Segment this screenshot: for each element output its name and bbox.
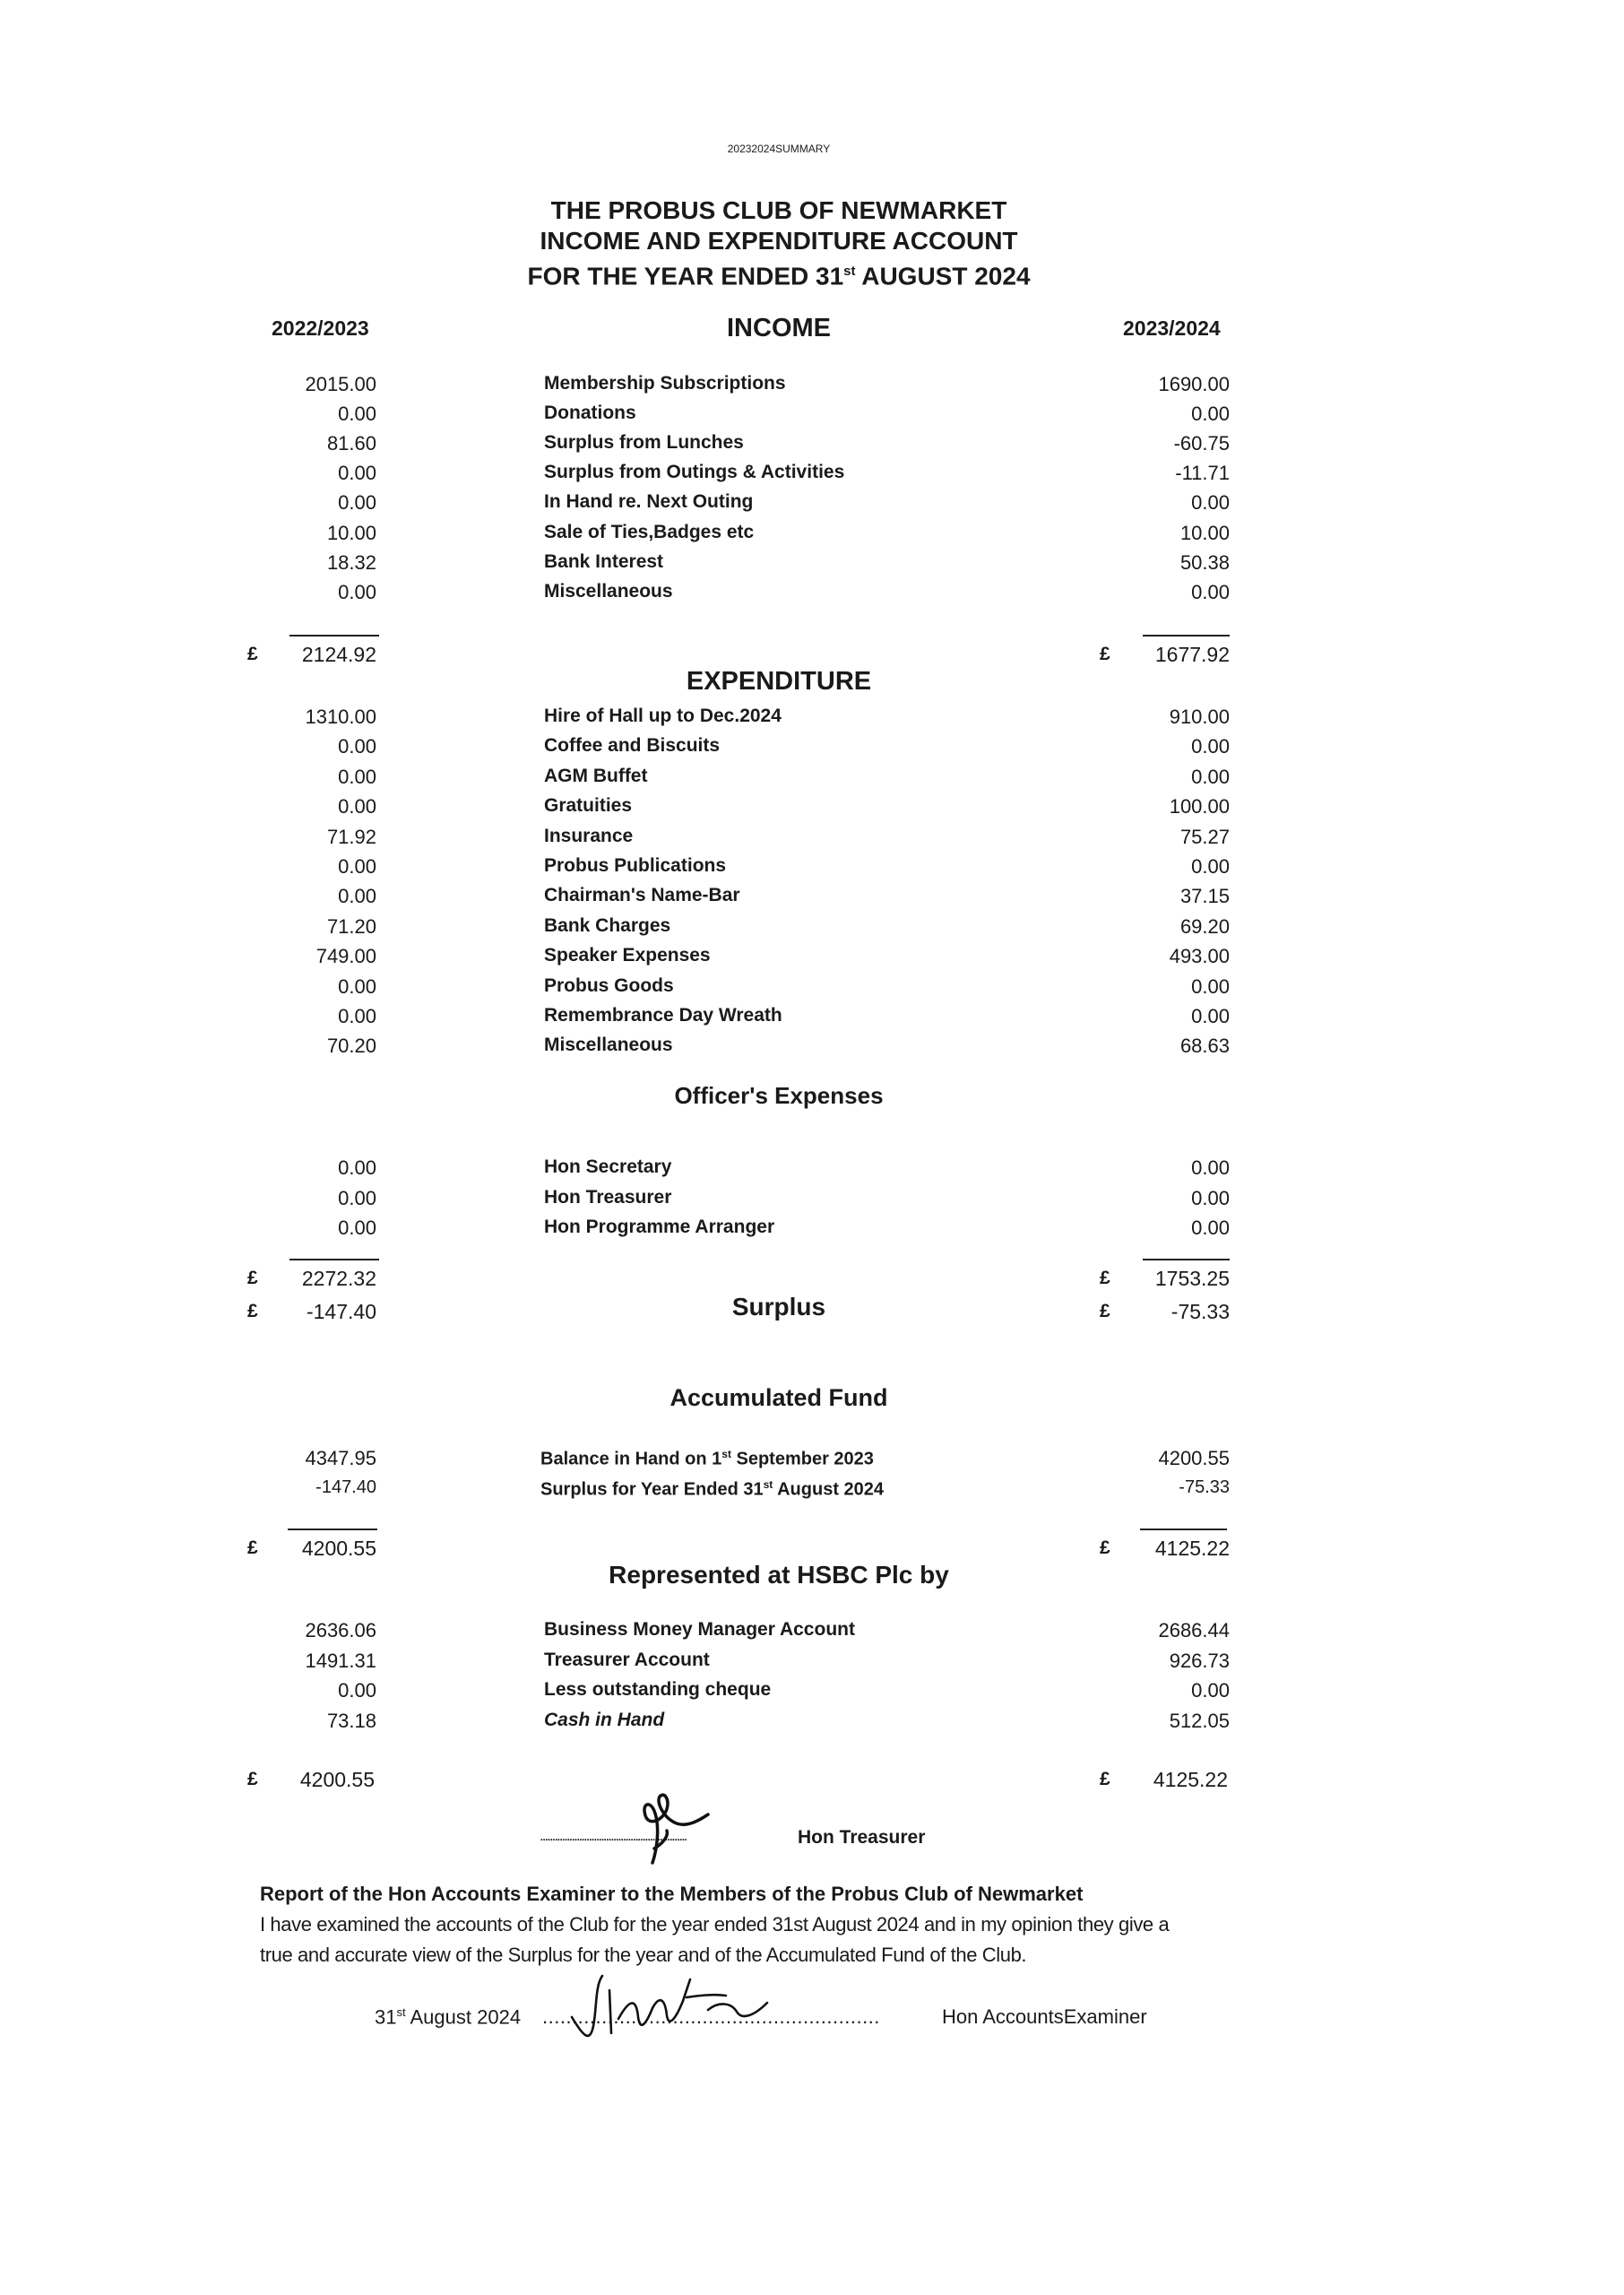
- currency-symbol: £: [1100, 1769, 1110, 1789]
- income-heading: INCOME: [727, 314, 831, 342]
- expenditure-row-curr-value: 493.00: [1169, 945, 1230, 968]
- expenditure-row-label: Probus Goods: [544, 974, 674, 996]
- officers-row-curr-value: 0.00: [1191, 1186, 1230, 1209]
- income-row-label: Membership Subscriptions: [544, 373, 786, 394]
- accumulated-balance-label: Balance in Hand on 1st September 2023: [540, 1448, 874, 1469]
- column-header-curr: 2023/2024: [1123, 316, 1221, 340]
- officers-row-prev-value: 0.00: [338, 1217, 376, 1239]
- officers-row-prev-value: 0.00: [338, 1186, 376, 1209]
- report-title: Report of the Hon Accounts Examiner to the Members of the Probus Club of Newmarket: [260, 1883, 1084, 1905]
- expenditure-row-curr-value: 910.00: [1169, 706, 1230, 728]
- income-row-prev-value: 2015.00: [305, 373, 376, 395]
- accumulated-total-prev: 4200.55: [301, 1537, 376, 1560]
- expenditure-row-label: Coffee and Biscuits: [544, 735, 721, 757]
- report-date: 31st August 2024: [375, 2005, 522, 2029]
- income-row-prev-value: 18.32: [326, 550, 376, 574]
- hsbc-row-curr-value: 2686.44: [1158, 1619, 1230, 1641]
- income-row-label: Sale of Ties,Badges etc: [544, 521, 755, 542]
- income-row-curr-value: 50.38: [1179, 550, 1230, 574]
- document-code: 20232024SUMMARY: [727, 143, 831, 155]
- income-row-prev-value: 0.00: [338, 491, 376, 515]
- officers-row-prev-value: 0.00: [338, 1156, 376, 1179]
- expenditure-underline-prev: [289, 1259, 379, 1260]
- currency-symbol: £: [1100, 644, 1110, 664]
- currency-symbol: £: [1100, 1268, 1110, 1288]
- hsbc-row-prev-value: 73.18: [326, 1709, 376, 1732]
- income-row-label: Surplus from Outings & Activities: [544, 462, 845, 483]
- expenditure-row-curr-value: 100.00: [1169, 795, 1230, 818]
- income-row-curr-value: 10.00: [1179, 521, 1230, 544]
- expenditure-row-curr-value: 0.00: [1191, 735, 1230, 758]
- expenditure-underline-curr: [1143, 1259, 1230, 1260]
- income-row-prev-value: 0.00: [338, 403, 376, 426]
- currency-symbol: £: [247, 1268, 258, 1288]
- expenditure-row-prev-value: 1310.00: [305, 706, 376, 728]
- examiner-signature-dots: .........................................................: [542, 2005, 880, 2028]
- officers-row-curr-value: 0.00: [1191, 1217, 1230, 1239]
- currency-symbol: £: [247, 1769, 258, 1789]
- expenditure-row-curr-value: 69.20: [1179, 914, 1230, 938]
- expenditure-row-curr-value: 0.00: [1191, 855, 1230, 878]
- income-total-curr: 1677.92: [1154, 643, 1230, 666]
- income-row-curr-value: 0.00: [1191, 491, 1230, 515]
- hsbc-row-curr-value: 926.73: [1169, 1649, 1230, 1672]
- hsbc-row-curr-value: 0.00: [1191, 1679, 1230, 1702]
- income-row-label: Bank Interest: [544, 550, 664, 572]
- currency-symbol: £: [247, 644, 258, 664]
- expenditure-row-prev-value: 749.00: [315, 945, 376, 968]
- report-line-2: true and accurate view of the Surplus for the year and of the Accumulated Fund of the Club.: [260, 1944, 1027, 1966]
- expenditure-row-prev-value: 0.00: [338, 885, 376, 908]
- expenditure-row-curr-value: 37.15: [1179, 885, 1230, 908]
- title-period: FOR THE YEAR ENDED 31st AUGUST 2024: [527, 262, 1031, 290]
- expenditure-row-prev-value: 0.00: [338, 765, 376, 788]
- expenditure-row-label: Hire of Hall up to Dec.2024: [544, 706, 782, 726]
- officers-row-label: Hon Treasurer: [544, 1186, 672, 1208]
- hsbc-total-curr: 4125.22: [1153, 1768, 1228, 1791]
- hsbc-row-curr-value: 512.05: [1169, 1709, 1230, 1732]
- hsbc-row-label: Business Money Manager Account: [544, 1619, 855, 1640]
- income-row-curr-value: -11.71: [1175, 462, 1230, 485]
- officers-heading: Officer's Expenses: [674, 1082, 884, 1109]
- expenditure-row-prev-value: 0.00: [338, 1005, 376, 1027]
- income-row-curr-value: 1690.00: [1158, 373, 1230, 395]
- expenditure-row-label: Bank Charges: [544, 914, 671, 936]
- expenditure-row-prev-value: 71.92: [326, 825, 376, 848]
- expenditure-heading: EXPENDITURE: [686, 667, 872, 696]
- expenditure-row-curr-value: 0.00: [1191, 765, 1230, 788]
- expenditure-row-prev-value: 71.20: [326, 914, 376, 938]
- hsbc-row-label: Less outstanding cheque: [544, 1679, 772, 1700]
- income-underline-curr: [1143, 635, 1230, 637]
- income-row-curr-value: -60.75: [1173, 432, 1230, 455]
- accumulated-surplus-label: Surplus for Year Ended 31st August 2024: [540, 1478, 885, 1500]
- expenditure-row-label: Chairman's Name-Bar: [544, 885, 740, 906]
- surplus-curr: -75.33: [1170, 1300, 1230, 1323]
- expenditure-row-prev-value: 0.00: [338, 795, 376, 818]
- surplus-prev: -147.40: [306, 1300, 376, 1323]
- expenditure-row-label: Gratuities: [544, 795, 633, 817]
- expenditure-row-curr-value: 68.63: [1179, 1035, 1230, 1058]
- income-row-label: Surplus from Lunches: [544, 432, 744, 454]
- expenditure-row-prev-value: 0.00: [338, 855, 376, 878]
- currency-symbol: £: [1100, 1537, 1110, 1558]
- hsbc-row-prev-value: 2636.06: [305, 1619, 376, 1641]
- column-header-prev: 2022/2023: [272, 316, 369, 340]
- examiner-signature: [556, 1963, 842, 2048]
- income-row-prev-value: 10.00: [326, 521, 376, 544]
- expenditure-row-prev-value: 70.20: [326, 1035, 376, 1058]
- income-row-label: Miscellaneous: [544, 580, 673, 602]
- accumulated-balance-curr: 4200.55: [1158, 1447, 1230, 1469]
- accumulated-balance-prev: 4347.95: [305, 1447, 376, 1469]
- expenditure-row-label: Insurance: [544, 825, 634, 846]
- expenditure-row-label: AGM Buffet: [544, 765, 648, 786]
- examiner-role: Hon AccountsExaminer: [942, 2005, 1147, 2028]
- officers-row-label: Hon Secretary: [544, 1156, 672, 1177]
- currency-symbol: £: [1100, 1301, 1110, 1321]
- hsbc-row-label: Treasurer Account: [544, 1649, 710, 1670]
- expenditure-row-label: Probus Publications: [544, 855, 727, 876]
- expenditure-row-curr-value: 0.00: [1191, 1005, 1230, 1027]
- income-row-prev-value: 0.00: [338, 580, 376, 603]
- expenditure-row-prev-value: 0.00: [338, 974, 376, 998]
- expenditure-total-prev: 2272.32: [301, 1267, 376, 1290]
- hsbc-total-prev: 4200.55: [299, 1768, 375, 1791]
- officers-row-curr-value: 0.00: [1191, 1156, 1230, 1179]
- currency-symbol: £: [247, 1537, 258, 1558]
- treasurer-signature-dots: ............................................................: [540, 1827, 687, 1844]
- hsbc-row-prev-value: 0.00: [338, 1679, 376, 1702]
- expenditure-row-label: Miscellaneous: [544, 1035, 673, 1056]
- expenditure-total-curr: 1753.25: [1154, 1267, 1230, 1290]
- accumulated-surplus-prev: -147.40: [315, 1477, 376, 1497]
- income-total-prev: 2124.92: [301, 643, 376, 666]
- accumulated-underline-prev: [288, 1529, 377, 1530]
- accumulated-heading: Accumulated Fund: [669, 1384, 888, 1411]
- expenditure-row-label: Speaker Expenses: [544, 945, 711, 966]
- treasurer-signature: [627, 1784, 735, 1869]
- expenditure-row-label: Remembrance Day Wreath: [544, 1005, 782, 1026]
- expenditure-row-curr-value: 75.27: [1179, 825, 1230, 848]
- hsbc-row-label: Cash in Hand: [544, 1709, 665, 1730]
- report-line-1: I have examined the accounts of the Club for the year ended 31st August 2024 and in my opinion they give a: [260, 1913, 1170, 1936]
- accumulated-underline-curr: [1140, 1529, 1227, 1530]
- hsbc-row-prev-value: 1491.31: [305, 1649, 376, 1672]
- title-account: INCOME AND EXPENDITURE ACCOUNT: [540, 227, 1018, 255]
- hsbc-heading: Represented at HSBC Plc by: [609, 1561, 949, 1589]
- officers-row-label: Hon Programme Arranger: [544, 1217, 775, 1237]
- treasurer-role: Hon Treasurer: [798, 1827, 926, 1848]
- income-underline-prev: [289, 635, 379, 637]
- income-row-curr-value: 0.00: [1191, 580, 1230, 603]
- expenditure-row-prev-value: 0.00: [338, 735, 376, 758]
- income-row-label: Donations: [544, 403, 636, 424]
- currency-symbol: £: [247, 1301, 258, 1321]
- accumulated-surplus-curr: -75.33: [1179, 1477, 1230, 1497]
- accumulated-total-curr: 4125.22: [1154, 1537, 1230, 1560]
- income-row-prev-value: 0.00: [338, 462, 376, 485]
- income-row-curr-value: 0.00: [1191, 403, 1230, 426]
- surplus-heading: Surplus: [731, 1293, 826, 1321]
- expenditure-row-curr-value: 0.00: [1191, 974, 1230, 998]
- income-row-label: In Hand re. Next Outing: [544, 491, 754, 513]
- income-row-prev-value: 81.60: [326, 432, 376, 455]
- title-club: THE PROBUS CLUB OF NEWMARKET: [550, 196, 1007, 224]
